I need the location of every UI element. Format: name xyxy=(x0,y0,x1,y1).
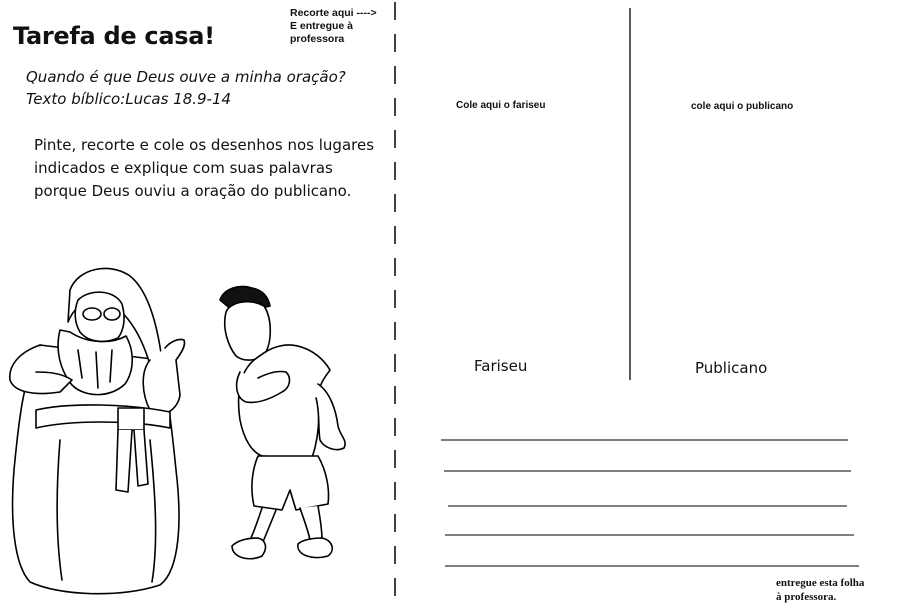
footer-line: entregue esta folha xyxy=(776,577,865,589)
writing-lines xyxy=(441,440,859,566)
cut-instruction-line: Recorte aqui ----> xyxy=(290,7,377,19)
cut-instruction-line: professora xyxy=(290,33,345,45)
name-label-fariseu: Fariseu xyxy=(474,357,528,375)
question-text: Quando é que Deus ouve a minha oração? xyxy=(26,68,346,86)
lesson-question xyxy=(26,66,346,110)
page-title: Tarefa de casa! xyxy=(13,22,215,50)
publican-illustration xyxy=(220,287,345,559)
instructions-text: Pinte, recorte e cole os desenhos nos lugares indicados e explique com suas palavras porque Deus ouviu a oração do publicano. xyxy=(34,136,375,200)
bible-reference: Texto bíblico:Lucas 18.9-14 xyxy=(26,90,232,108)
pharisee-illustration xyxy=(10,268,185,593)
footer-note xyxy=(776,576,864,604)
paste-area-label-fariseu: Cole aqui o fariseu xyxy=(456,100,546,111)
footer-line: à professora. xyxy=(776,591,837,603)
cut-instruction xyxy=(290,7,377,46)
paste-area-label-publicano: cole aqui o publicano xyxy=(691,101,794,112)
cut-instruction-line: E entregue à xyxy=(290,20,354,32)
name-label-publicano: Publicano xyxy=(695,359,768,377)
